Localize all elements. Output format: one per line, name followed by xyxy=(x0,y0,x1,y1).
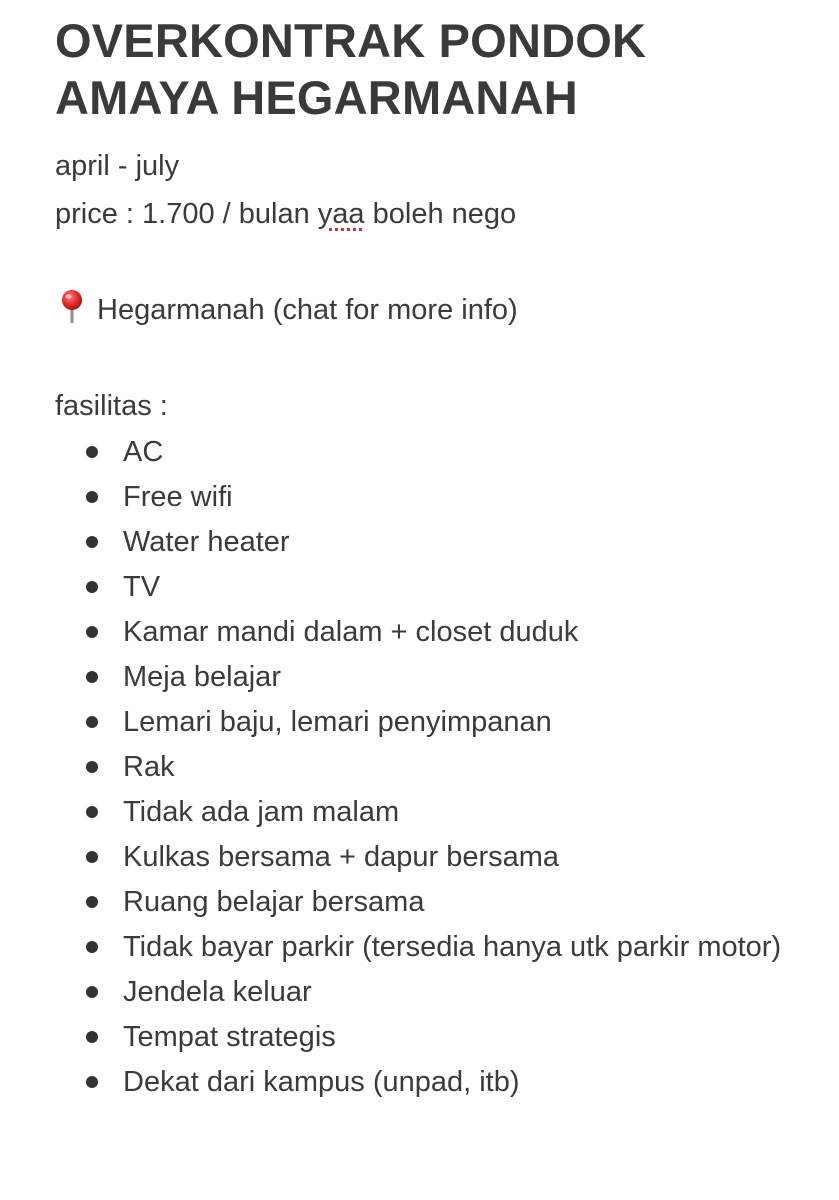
bullet-icon xyxy=(86,1076,98,1088)
bullet-icon xyxy=(86,626,98,638)
note-title xyxy=(55,12,825,126)
pushpin-icon xyxy=(55,289,89,323)
bullet-icon xyxy=(86,491,98,503)
facility-text: Ruang belajar bersama xyxy=(123,886,425,918)
facility-list xyxy=(55,430,825,1105)
facility-text: Meja belajar xyxy=(123,661,281,693)
location-line xyxy=(55,286,825,334)
facility-list-item xyxy=(55,835,825,880)
facility-list-item xyxy=(55,790,825,835)
facility-list-item xyxy=(55,925,825,970)
price-text: price : 1.700 / bulan xyxy=(55,198,318,230)
title-line-2: AMAYA HEGARMANAH xyxy=(55,71,578,124)
bullet-icon xyxy=(86,671,98,683)
bullet-icon xyxy=(86,446,98,458)
facility-text: Kulkas bersama + dapur bersama xyxy=(123,841,560,873)
blank-line xyxy=(55,334,825,382)
bullet-icon xyxy=(86,806,98,818)
bullet-icon xyxy=(86,896,98,908)
facility-text: Dekat dari kampus (unpad, itb) xyxy=(123,1066,520,1098)
facility-text: TV xyxy=(123,571,161,603)
bullet-icon xyxy=(86,986,98,998)
bullet-icon xyxy=(86,536,98,548)
facility-list-item xyxy=(55,655,825,700)
bullet-icon xyxy=(86,716,98,728)
bullet-icon xyxy=(86,1031,98,1043)
facility-text: Rak xyxy=(123,751,175,783)
bullet-icon xyxy=(86,581,98,593)
facility-text: Jendela keluar xyxy=(123,976,312,1008)
rental-period: april - july xyxy=(55,150,180,182)
facility-text: Lemari baju, lemari penyimpanan xyxy=(123,706,552,738)
facility-list-item xyxy=(55,745,825,790)
facility-list-item xyxy=(55,565,825,610)
facility-text: AC xyxy=(123,436,164,468)
note-content[interactable] xyxy=(55,12,825,1105)
facility-text: Water heater xyxy=(123,526,290,558)
bullet-icon xyxy=(86,761,98,773)
bullet-icon xyxy=(86,851,98,863)
price-negotiable-text: boleh nego xyxy=(364,198,517,230)
price-line xyxy=(55,190,825,238)
facility-list-item xyxy=(55,880,825,925)
facility-list-item xyxy=(55,700,825,745)
location-text: Hegarmanah (chat for more info) xyxy=(97,294,518,326)
facility-list-item xyxy=(55,475,825,520)
facility-text: Kamar mandi dalam + closet duduk xyxy=(123,616,579,648)
facility-list-item xyxy=(55,1015,825,1060)
facility-list-item xyxy=(55,430,825,475)
facility-text: Tempat strategis xyxy=(123,1021,336,1053)
misspelled-word[interactable]: yaa xyxy=(317,198,365,230)
title-line-1: OVERKONTRAK PONDOK xyxy=(55,14,647,67)
facility-text: Free wifi xyxy=(123,481,233,513)
facility-list-item xyxy=(55,970,825,1015)
facility-list-item xyxy=(55,1060,825,1105)
facility-text: Tidak ada jam malam xyxy=(123,796,400,828)
blank-line xyxy=(55,238,825,286)
facility-list-item xyxy=(55,520,825,565)
facility-list-item xyxy=(55,610,825,655)
facility-text: Tidak bayar parkir (tersedia hanya utk parkir motor) xyxy=(123,931,782,963)
bullet-icon xyxy=(86,941,98,953)
facilities-heading: fasilitas : xyxy=(55,390,168,422)
